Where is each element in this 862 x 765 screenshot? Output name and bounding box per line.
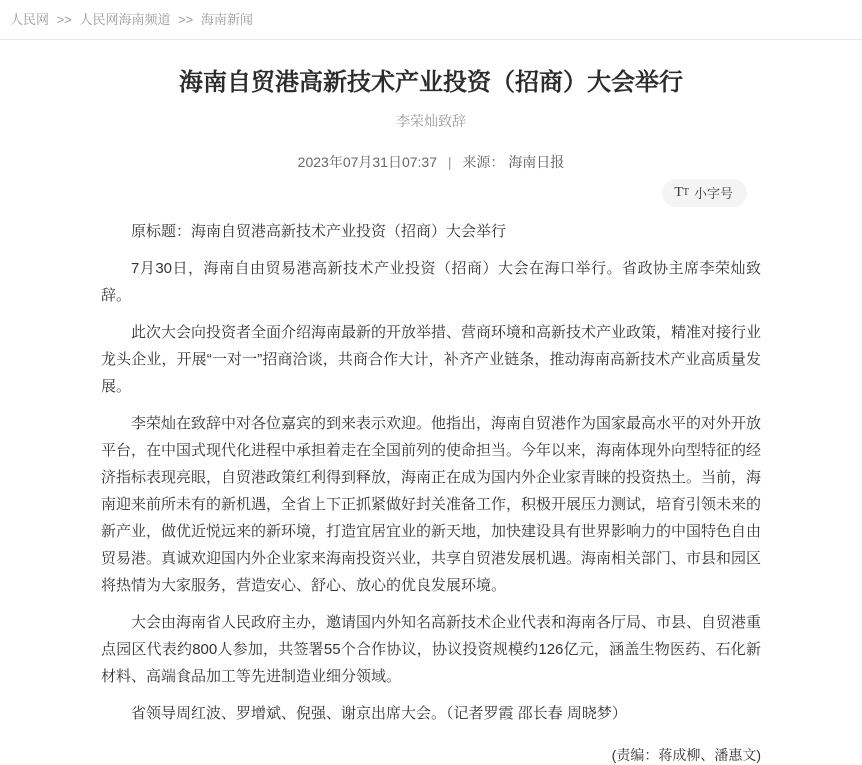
paragraph: 大会由海南省人民政府主办，邀请国内外知名高新技术企业代表和海南各厅局、市县、自贸港重点园区代表约800人参加，共签署55个合作协议，协议投资规模约126亿元，涵盖生物医药、石化新材料、高端食品加工等先进制造业细分领域。 bbox=[101, 614, 762, 685]
paragraph: 此次大会向投资者全面介绍海南最新的开放举措、营商环境和高新技术产业政策，精准对接行业龙头企业，开展“一对一”招商洽谈，共商合作大计，补齐产业链条，推动海南高新技术产业高质量发展。 bbox=[101, 324, 762, 395]
font-size-label: 小字号 bbox=[693, 186, 733, 201]
font-size-button[interactable] bbox=[662, 179, 747, 207]
article-title: 海南自贸港高新技术产业投资（招商）大会举行 bbox=[179, 69, 683, 96]
article-container bbox=[101, 40, 761, 765]
font-size-icon: T bbox=[674, 184, 683, 200]
breadcrumb-link-hainan-channel[interactable]: 人民网海南频道 bbox=[79, 12, 171, 27]
original-title-line: 原标题：海南自贸港高新技术产业投资（招商）大会举行 bbox=[131, 223, 507, 240]
article-subtitle: 李荣灿致辞 bbox=[396, 113, 466, 129]
source-label: 来源： bbox=[462, 154, 505, 170]
paragraph: 李荣灿在致辞中对各位嘉宾的到来表示欢迎。他指出，海南自贸港作为国家最高水平的对外开放平台，在中国式现代化进程中承担着走在全国前列的使命担当。今年以来，海南体现外向型特征的经济指标表现亮眼，自贸港政策红利得到释放，海南正在成为国内外企业家青睐的投资热土。当前，海南迎来前所未有的新机遇，全省上下正抓紧做好封关准备工作，积极开展压力测试，培育引领未来的新产业，做优近悦远来的新环境，打造宜居宜业的新天地，加快建设具有世界影响力的中国特色自由贸易港。真诚欢迎国内外企业家来海南投资兴业，共享自贸港发展机遇。海南相关部门、市县和园区将热情为大家服务，营造安心、舒心、放心的优良发展环境。 bbox=[101, 415, 762, 594]
source-link[interactable]: 海南日报 bbox=[508, 154, 565, 170]
publish-date: 2023年07月31日07:37 bbox=[297, 154, 437, 170]
paragraph: 7月30日，海南自由贸易港高新技术产业投资（招商）大会在海口举行。省政协主席李荣灿致辞。 bbox=[101, 260, 761, 304]
font-size-icon-small: T bbox=[682, 186, 689, 198]
article-body bbox=[101, 218, 761, 739]
breadcrumb-link-people-net[interactable]: 人民网 bbox=[10, 12, 50, 27]
paragraph: 省领导周红波、罗增斌、倪强、谢京出席大会。（记者罗霞 邵长春 周晓梦） bbox=[131, 705, 627, 722]
breadcrumb-separator: >> bbox=[56, 12, 72, 27]
breadcrumb-link-hainan-news[interactable]: 海南新闻 bbox=[200, 12, 253, 27]
editor-note: (责编：蒋成柳、潘惠文) bbox=[611, 747, 761, 763]
article-toolbar bbox=[101, 179, 761, 206]
meta-separator: | bbox=[447, 154, 452, 170]
breadcrumb bbox=[0, 0, 862, 40]
breadcrumb-separator: >> bbox=[178, 12, 194, 27]
article-meta bbox=[101, 152, 761, 172]
